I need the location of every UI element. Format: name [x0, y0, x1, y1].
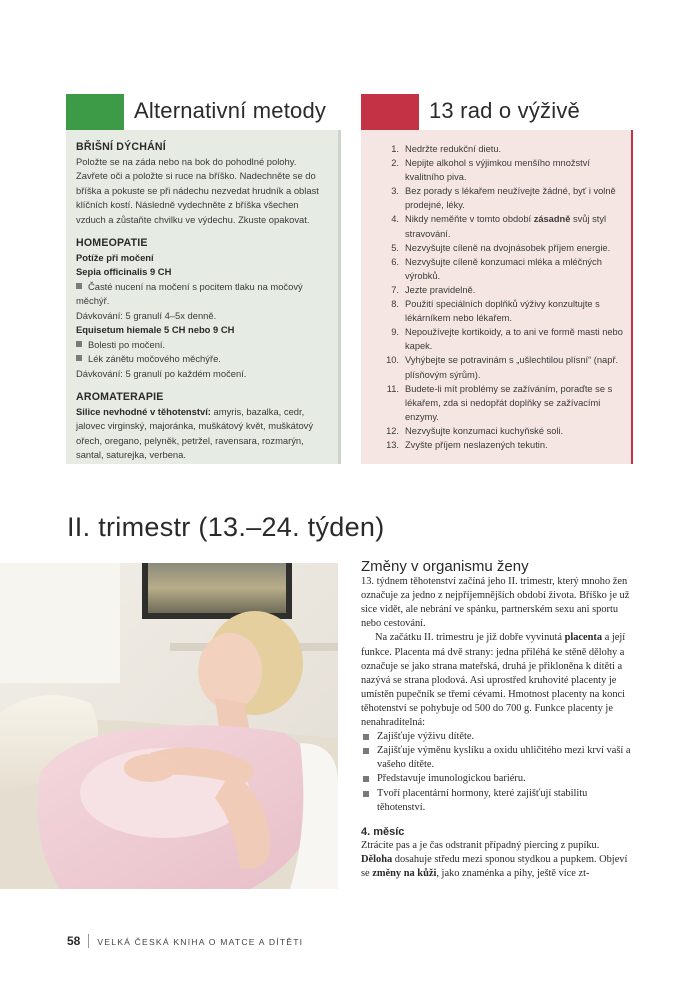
- book-title: VELKÁ ČESKÁ KNIHA O MATCE A DÍTĚTI: [97, 937, 304, 947]
- bullet-square-icon: [363, 791, 369, 797]
- nutrition-tips-title: 13 rad o výživě: [429, 98, 580, 123]
- nutrition-tips-header: [361, 86, 633, 130]
- homeopathy-heading: HOMEOPATIE: [76, 237, 148, 249]
- homeopathy-subheading: Potíže při močení: [76, 251, 154, 263]
- remedy-2-bullet: Bolesti po močení.: [76, 338, 330, 353]
- list-item: 7. Jezte pravidelně.: [391, 284, 476, 295]
- month-heading: 4. měsíc: [361, 825, 405, 838]
- remedy-2-bullet: Lék zánětu močového měchýře.: [76, 352, 330, 367]
- nutrition-tips-box: [361, 86, 633, 464]
- page-number: 58: [67, 934, 81, 948]
- list-item: 1. Nedržte redukční dietu.: [391, 144, 502, 154]
- remedy-2-dose: Dávkování: 5 granulí po každém močení.: [76, 367, 247, 379]
- bullet-square-icon: [363, 748, 369, 754]
- list-item: 6. Nezvyšujte cíleně konzumaci mléka a mléčných výrobků.: [391, 256, 602, 281]
- list-item: 10. Vyhýbejte se potravinám s „ušlechtilou plísní“ (např. plísňovým sýrům).: [386, 355, 619, 380]
- pregnant-woman-photo: [0, 563, 338, 889]
- bullet-square-icon: [76, 355, 82, 361]
- list-item: 9. Nepoužívejte kortikoidy, a to ani ve formě masti nebo kapek.: [391, 327, 623, 352]
- aromatherapy-heading: AROMATERAPIE: [76, 391, 164, 403]
- list-item: 8. Použití speciálních doplňků výživy konzultujte s lékárníkem nebo lékařem.: [391, 299, 600, 324]
- remedy-1-name: Sepia officinalis 9 CH: [76, 266, 172, 277]
- bullet-square-icon: [363, 734, 369, 740]
- page-footer: [67, 934, 303, 948]
- green-color-tab: [66, 94, 124, 130]
- red-color-tab: [361, 94, 419, 130]
- remedy-1-bullet: Časté nucení na močení s pocitem tlaku na močový měchýř.: [76, 280, 303, 306]
- remedy-2-name: Equisetum hiemale 5 CH nebo 9 CH: [76, 324, 235, 335]
- list-item: Tvoří placentární hormony, které zajišťují stabilitu těhotenství.: [361, 787, 633, 815]
- nutrition-tips-body: [361, 130, 633, 464]
- list-item: Představuje imunologickou bariéru.: [361, 772, 633, 786]
- list-item: 4. Nikdy neměňte v tomto období zásadně svůj styl stravování.: [391, 214, 607, 239]
- breathing-heading: BŘIŠNÍ DÝCHÁNÍ: [76, 141, 166, 153]
- remedy-1-dose: Dávkování: 5 granulí 4–5x denně.: [76, 309, 217, 321]
- alternative-methods-title: Alternativní metody: [134, 98, 327, 123]
- bullet-square-icon: [76, 341, 82, 347]
- list-item: 12. Nezvyšujte konzumaci kuchyňské soli.: [386, 425, 564, 436]
- article-paragraph: Ztrácíte pas a je čas odstranit případný piercing z pupíku. Děloha dosahuje středu mezi sponou stydkou a pupkem. Objeví se změny na kůži, jako znaménka a pihy, ještě více zt-: [361, 839, 628, 879]
- list-item: 3. Bez porady s lékařem neužívejte žádné, byť i volně prodejné, léky.: [391, 186, 616, 211]
- list-item: 13. Zvyšte příjem neslazených tekutin.: [386, 439, 548, 450]
- list-item: Zajišťuje výživu dítěte.: [361, 730, 633, 744]
- list-item: 2. Nepijte alkohol s výjimkou menšího množství kvalitního piva.: [391, 158, 590, 183]
- alternative-methods-body: [66, 130, 338, 464]
- aromatherapy-text: Silice nevhodné v těhotenství: amyris, bazalka, cedr, jalovec virginský, majoránka, muškátový květ, muškátový ořech, oregano, pelyněk, petržel, ravensara, rozmarýn, santal, saturejka, verbena.: [76, 405, 314, 460]
- list-item: 5. Nezvyšujte cíleně na dvojnásobek příjem energie.: [391, 242, 611, 253]
- article-paragraph: 13. týdnem těhotenství začíná jeho II. trimestr, který mnoho žen označuje za jedno z nejpříjemnějších období života. Bříško je už sice vidět, ale nebrání ve spánku, partnerském sexu ani sportu nebo cestování.: [361, 576, 630, 630]
- alternative-methods-header: [66, 86, 338, 130]
- nutrition-tips-list: [373, 142, 623, 452]
- article-paragraph: Na začátku II. trimestru je již dobře vyvinutá placenta a její funkce. Placenta má dvě strany: jedna přiléhá ke stěně dělohy a označuje se jako strana mateřská, druhá je přikloněna k dítěti a nazývá se strana plodová. Asi uprostřed kruhovité placenty je umístěn pupečník se třemi cévami. Hmotnost placenty na konci těhotenství se pohybuje od 500 do 700 g. Funkce placenty je nenahraditelná:: [361, 632, 626, 729]
- list-item: Zajišťuje výměnu kyslíku a oxidu uhličitého mezi krví vaší a vašeho dítěte.: [361, 744, 633, 772]
- bullet-square-icon: [363, 776, 369, 782]
- article: [361, 560, 633, 881]
- alternative-methods-box: [66, 86, 338, 464]
- section-title: II. trimestr (13.–24. týden): [67, 512, 385, 542]
- bullet-square-icon: [76, 283, 82, 289]
- article-subtitle: Změny v organismu ženy: [361, 558, 529, 575]
- list-item: 11. Budete-li mít problémy se zažíváním, poraďte se s lékařem, zda si nedopřát doplňky se zažívacími enzymy.: [386, 383, 613, 422]
- breathing-text: Položte se na záda nebo na bok do pohodlné polohy. Zavřete oči a položte si ruce na bříško. Nadechněte se do bříška a pokuste se při nádechu nezvedat hrudník a oblast klíčních kostí. Následně vydechněte z bříška všechen vzduch a zůstaňte chvilku ve výdechu. Zkuste opakovat.: [76, 155, 319, 225]
